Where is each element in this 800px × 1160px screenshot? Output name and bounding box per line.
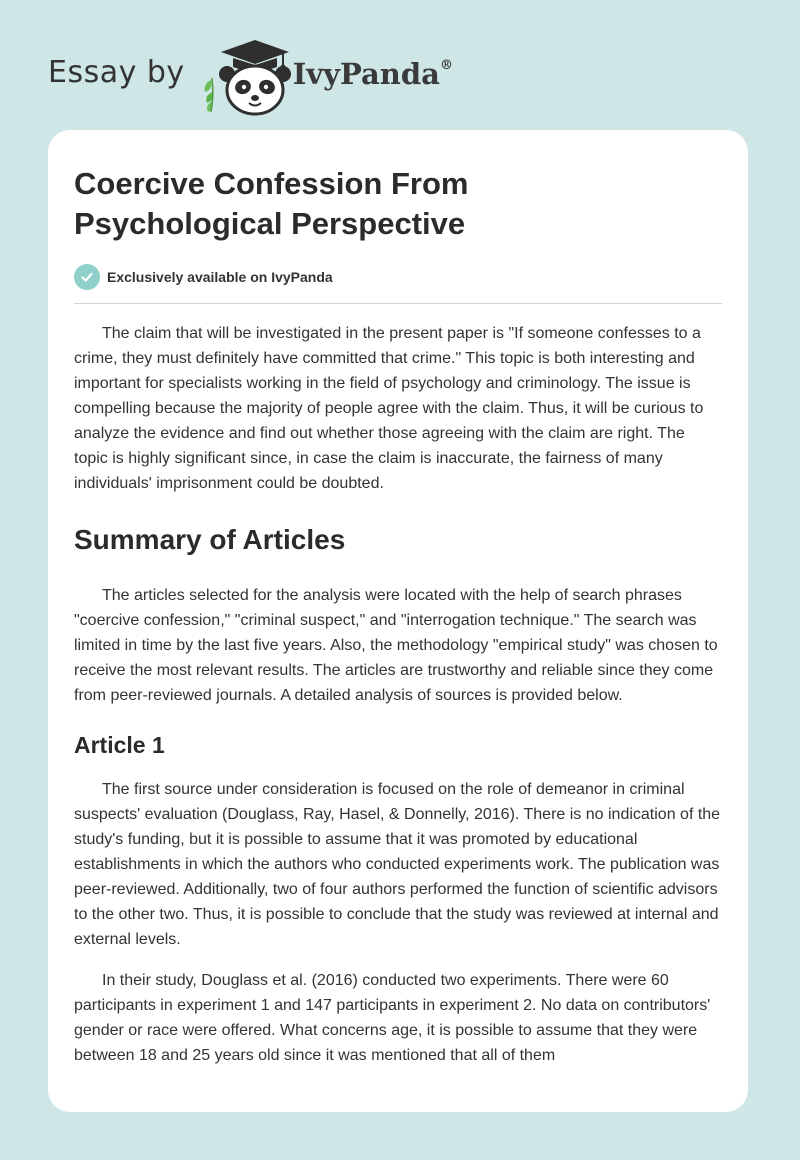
article1-paragraph-2: In their study, Douglass et al. (2016) conducted two experiments. There were 60 participants in experiment 1 and 147 participants in experiment 2. No data on contributors' gender or race were offered. What concerns age, it is possible to assume that they were between 18 and 25 years old since it was mentioned that all of them bbox=[74, 972, 711, 1064]
exclusive-badge bbox=[74, 264, 722, 304]
article1-paragraph-1: The first source under consideration is focused on the role of demeanor in criminal suspects' evaluation (Douglass, Ray, Hasel, & Donnelly, 2016). There is no indication of the study's funding, but it is possible to assume that it was promoted by educational establishments in which the authors who conducted experiments work. The publication was peer-reviewed. Additionally, two of four authors performed the function of scientific advisors to the other two. Thus, it is possible to conclude that the study was reviewed at internal and external levels. bbox=[74, 781, 721, 948]
section-heading-summary: Summary of Articles bbox=[74, 524, 346, 555]
brand-prefix: Essay by bbox=[48, 54, 185, 90]
brand-header[interactable] bbox=[48, 36, 453, 116]
essay-card bbox=[48, 130, 748, 1112]
subheading-article-1: Article 1 bbox=[74, 732, 165, 758]
page-title: Coercive Confession From Psychological Perspective bbox=[74, 166, 469, 241]
panda-logo-icon bbox=[199, 36, 291, 116]
summary-paragraph: The articles selected for the analysis were located with the help of search phrases "coercive confession," "criminal suspect," and "interrogation technique." The search was limited in time by the last five years. Also, the methodology "empirical study" was chosen to receive the most relevant results. The articles are trustworthy and reliable since they come from peer-reviewed journals. A detailed analysis of sources is provided below. bbox=[74, 587, 718, 704]
brand-name: IvyPanda® bbox=[292, 57, 453, 91]
intro-paragraph: The claim that will be investigated in the present paper is "If someone confesses to a crime, they must definitely have committed that crime." This topic is both interesting and important for specialists working in the field of psychology and criminology. The issue is compelling because the majority of people agree with the claim. Thus, it will be curious to analyze the evidence and find out whether those agreeing with the claim are right. The topic is highly significant since, in case the claim is inaccurate, the fairness of many individuals' imprisonment could be doubted. bbox=[74, 325, 704, 492]
exclusive-badge-text: Exclusively available on IvyPanda bbox=[107, 269, 333, 285]
checkmark-icon bbox=[74, 264, 100, 290]
